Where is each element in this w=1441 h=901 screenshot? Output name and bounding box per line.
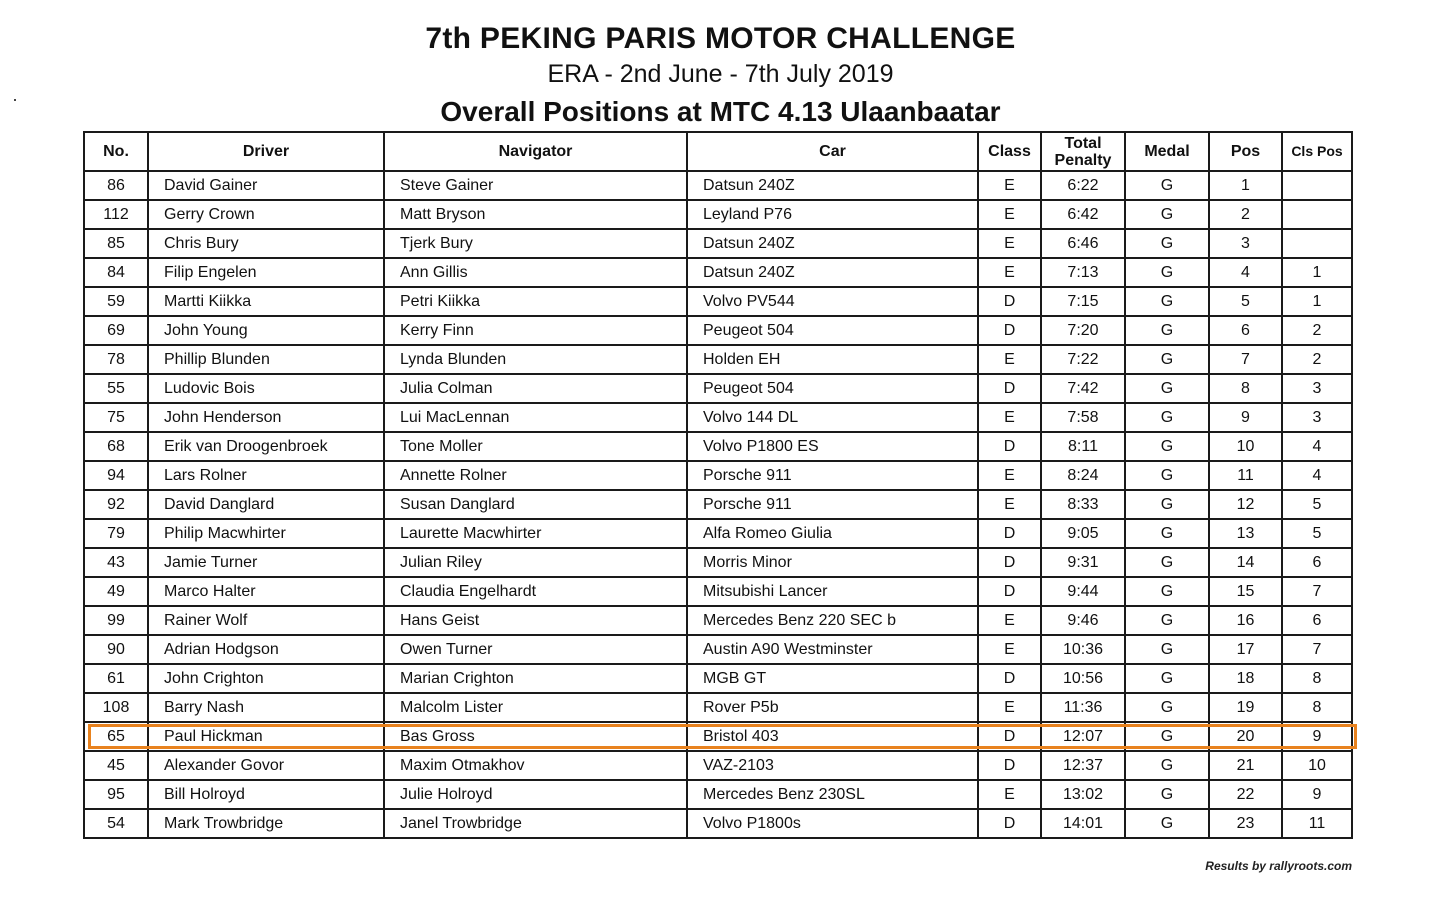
cell-cls-pos: 4: [1282, 461, 1352, 490]
cell-medal: G: [1125, 751, 1209, 780]
cell-medal: G: [1125, 548, 1209, 577]
cell-total-penalty: 10:56: [1041, 664, 1125, 693]
cell-pos: 22: [1209, 780, 1282, 809]
cell-navigator: Tjerk Bury: [384, 229, 687, 258]
cell-class: D: [978, 577, 1041, 606]
cell-class: E: [978, 171, 1041, 200]
cell-navigator: Owen Turner: [384, 635, 687, 664]
cell-class: E: [978, 258, 1041, 287]
cell-no: 94: [84, 461, 148, 490]
cell-class: E: [978, 490, 1041, 519]
cell-no: 59: [84, 287, 148, 316]
col-header-total-penalty: Total Penalty: [1041, 132, 1125, 171]
cell-car: Mercedes Benz 220 SEC b: [687, 606, 978, 635]
cell-pos: 11: [1209, 461, 1282, 490]
cell-total-penalty: 6:22: [1041, 171, 1125, 200]
cell-medal: G: [1125, 664, 1209, 693]
cell-navigator: Julie Holroyd: [384, 780, 687, 809]
cell-class: D: [978, 751, 1041, 780]
cell-car: Bristol 403: [687, 722, 978, 751]
cell-cls-pos: 8: [1282, 664, 1352, 693]
col-header-driver: Driver: [148, 132, 384, 171]
cell-class: D: [978, 374, 1041, 403]
cell-class: E: [978, 780, 1041, 809]
cell-total-penalty: 6:42: [1041, 200, 1125, 229]
cell-pos: 16: [1209, 606, 1282, 635]
col-header-pos: Pos: [1209, 132, 1282, 171]
cell-no: 79: [84, 519, 148, 548]
table-row: [84, 403, 1352, 432]
cell-driver: John Henderson: [148, 403, 384, 432]
cell-driver: David Danglard: [148, 490, 384, 519]
cell-cls-pos: 6: [1282, 548, 1352, 577]
cell-class: D: [978, 722, 1041, 751]
cell-car: Volvo P1800 ES: [687, 432, 978, 461]
cell-medal: G: [1125, 229, 1209, 258]
col-header-cls-pos: Cls Pos: [1282, 132, 1352, 171]
cell-medal: G: [1125, 809, 1209, 838]
cell-car: Volvo P1800s: [687, 809, 978, 838]
table-row: [84, 577, 1352, 606]
cell-cls-pos: 1: [1282, 287, 1352, 316]
table-row: [84, 780, 1352, 809]
cell-driver: Jamie Turner: [148, 548, 384, 577]
cell-total-penalty: 13:02: [1041, 780, 1125, 809]
cell-class: D: [978, 287, 1041, 316]
cell-no: 43: [84, 548, 148, 577]
table-row: [84, 519, 1352, 548]
cell-navigator: Tone Moller: [384, 432, 687, 461]
cell-navigator: Petri Kiikka: [384, 287, 687, 316]
cell-car: Morris Minor: [687, 548, 978, 577]
cell-medal: G: [1125, 316, 1209, 345]
cell-car: Datsun 240Z: [687, 171, 978, 200]
cell-cls-pos: 2: [1282, 316, 1352, 345]
cell-driver: John Young: [148, 316, 384, 345]
cell-car: Porsche 911: [687, 461, 978, 490]
col-header-navigator: Navigator: [384, 132, 687, 171]
table-row: [84, 751, 1352, 780]
cell-driver: Chris Bury: [148, 229, 384, 258]
cell-medal: G: [1125, 577, 1209, 606]
table-row: [84, 461, 1352, 490]
cell-car: Alfa Romeo Giulia: [687, 519, 978, 548]
cell-pos: 4: [1209, 258, 1282, 287]
cell-medal: G: [1125, 200, 1209, 229]
cell-car: Holden EH: [687, 345, 978, 374]
cell-cls-pos: 9: [1282, 722, 1352, 751]
cell-pos: 17: [1209, 635, 1282, 664]
cell-cls-pos: [1282, 171, 1352, 200]
cell-cls-pos: 7: [1282, 635, 1352, 664]
cell-no: 86: [84, 171, 148, 200]
cell-no: 61: [84, 664, 148, 693]
table-body: [84, 171, 1352, 838]
cell-medal: G: [1125, 432, 1209, 461]
cell-medal: G: [1125, 722, 1209, 751]
cell-cls-pos: 3: [1282, 403, 1352, 432]
cell-class: E: [978, 461, 1041, 490]
cell-navigator: Lui MacLennan: [384, 403, 687, 432]
cell-navigator: Bas Gross: [384, 722, 687, 751]
table-row: [84, 432, 1352, 461]
col-header-medal: Medal: [1125, 132, 1209, 171]
cell-car: VAZ-2103: [687, 751, 978, 780]
page-title: 7th PEKING PARIS MOTOR CHALLENGE: [425, 22, 1016, 55]
cell-class: D: [978, 548, 1041, 577]
cell-total-penalty: 7:13: [1041, 258, 1125, 287]
cell-driver: Erik van Droogenbroek: [148, 432, 384, 461]
cell-driver: Paul Hickman: [148, 722, 384, 751]
cell-total-penalty: 7:22: [1041, 345, 1125, 374]
cell-navigator: Matt Bryson: [384, 200, 687, 229]
cell-navigator: Hans Geist: [384, 606, 687, 635]
table-row: [84, 200, 1352, 229]
cell-cls-pos: 5: [1282, 519, 1352, 548]
cell-driver: Barry Nash: [148, 693, 384, 722]
cell-driver: Lars Rolner: [148, 461, 384, 490]
cell-medal: G: [1125, 461, 1209, 490]
cell-total-penalty: 7:58: [1041, 403, 1125, 432]
cell-car: Porsche 911: [687, 490, 978, 519]
cell-pos: 2: [1209, 200, 1282, 229]
cell-class: E: [978, 635, 1041, 664]
cell-total-penalty: 9:31: [1041, 548, 1125, 577]
table-row: [84, 490, 1352, 519]
cell-navigator: Julia Colman: [384, 374, 687, 403]
table-row: [84, 722, 1352, 751]
cell-no: 49: [84, 577, 148, 606]
cell-navigator: Susan Danglard: [384, 490, 687, 519]
cell-class: E: [978, 200, 1041, 229]
cell-medal: G: [1125, 287, 1209, 316]
cell-no: 45: [84, 751, 148, 780]
col-header-class: Class: [978, 132, 1041, 171]
header-row: [84, 132, 1352, 171]
cell-pos: 14: [1209, 548, 1282, 577]
cell-total-penalty: 7:20: [1041, 316, 1125, 345]
table-header: [84, 132, 1352, 171]
cell-pos: 5: [1209, 287, 1282, 316]
cell-driver: Adrian Hodgson: [148, 635, 384, 664]
cell-navigator: Laurette Macwhirter: [384, 519, 687, 548]
cell-driver: Filip Engelen: [148, 258, 384, 287]
cell-car: Volvo 144 DL: [687, 403, 978, 432]
cell-no: 78: [84, 345, 148, 374]
cell-total-penalty: 7:15: [1041, 287, 1125, 316]
cell-total-penalty: 8:33: [1041, 490, 1125, 519]
cell-cls-pos: 2: [1282, 345, 1352, 374]
cell-car: Mitsubishi Lancer: [687, 577, 978, 606]
cell-car: Austin A90 Westminster: [687, 635, 978, 664]
cell-navigator: Annette Rolner: [384, 461, 687, 490]
cell-pos: 20: [1209, 722, 1282, 751]
cell-total-penalty: 12:37: [1041, 751, 1125, 780]
table-row: [84, 693, 1352, 722]
cell-medal: G: [1125, 171, 1209, 200]
table-row: [84, 809, 1352, 838]
cell-pos: 1: [1209, 171, 1282, 200]
cell-pos: 18: [1209, 664, 1282, 693]
cell-no: 95: [84, 780, 148, 809]
cell-pos: 10: [1209, 432, 1282, 461]
cell-car: Volvo PV544: [687, 287, 978, 316]
cell-car: Peugeot 504: [687, 374, 978, 403]
cell-class: D: [978, 519, 1041, 548]
table-row: [84, 664, 1352, 693]
cell-navigator: Malcolm Lister: [384, 693, 687, 722]
table-row: [84, 635, 1352, 664]
cell-class: E: [978, 229, 1041, 258]
cell-total-penalty: 8:24: [1041, 461, 1125, 490]
cell-navigator: Janel Trowbridge: [384, 809, 687, 838]
cell-cls-pos: 10: [1282, 751, 1352, 780]
cell-total-penalty: 8:11: [1041, 432, 1125, 461]
cell-no: 90: [84, 635, 148, 664]
cell-class: E: [978, 345, 1041, 374]
cell-pos: 9: [1209, 403, 1282, 432]
cell-total-penalty: 6:46: [1041, 229, 1125, 258]
cell-cls-pos: 3: [1282, 374, 1352, 403]
cell-cls-pos: 4: [1282, 432, 1352, 461]
cell-car: Mercedes Benz 230SL: [687, 780, 978, 809]
cell-medal: G: [1125, 606, 1209, 635]
cell-total-penalty: 12:07: [1041, 722, 1125, 751]
cell-car: Datsun 240Z: [687, 229, 978, 258]
cell-medal: G: [1125, 490, 1209, 519]
cell-medal: G: [1125, 258, 1209, 287]
table-row: [84, 171, 1352, 200]
cell-cls-pos: 11: [1282, 809, 1352, 838]
cell-total-penalty: 9:05: [1041, 519, 1125, 548]
table-row: [84, 548, 1352, 577]
cell-pos: 8: [1209, 374, 1282, 403]
cell-car: Rover P5b: [687, 693, 978, 722]
cell-no: 54: [84, 809, 148, 838]
cell-total-penalty: 10:36: [1041, 635, 1125, 664]
results-table: [83, 131, 1353, 839]
table-row: [84, 606, 1352, 635]
cell-cls-pos: 9: [1282, 780, 1352, 809]
cell-driver: Martti Kiikka: [148, 287, 384, 316]
table-row: [84, 316, 1352, 345]
cell-cls-pos: 5: [1282, 490, 1352, 519]
cell-class: E: [978, 693, 1041, 722]
col-header-no: No.: [84, 132, 148, 171]
cell-pos: 15: [1209, 577, 1282, 606]
cell-pos: 23: [1209, 809, 1282, 838]
cell-pos: 3: [1209, 229, 1282, 258]
cell-navigator: Marian Crighton: [384, 664, 687, 693]
cell-total-penalty: 11:36: [1041, 693, 1125, 722]
cell-class: D: [978, 316, 1041, 345]
cell-navigator: Julian Riley: [384, 548, 687, 577]
cell-class: D: [978, 809, 1041, 838]
scan-speck: [14, 99, 16, 101]
cell-cls-pos: [1282, 229, 1352, 258]
cell-driver: David Gainer: [148, 171, 384, 200]
results-credit: Results by rallyroots.com: [1205, 859, 1352, 873]
table-row: [84, 258, 1352, 287]
cell-cls-pos: 7: [1282, 577, 1352, 606]
cell-total-penalty: 9:44: [1041, 577, 1125, 606]
cell-no: 85: [84, 229, 148, 258]
cell-pos: 12: [1209, 490, 1282, 519]
cell-car: Datsun 240Z: [687, 258, 978, 287]
cell-class: E: [978, 606, 1041, 635]
col-header-car: Car: [687, 132, 978, 171]
cell-medal: G: [1125, 374, 1209, 403]
cell-car: Leyland P76: [687, 200, 978, 229]
cell-driver: Alexander Govor: [148, 751, 384, 780]
cell-medal: G: [1125, 635, 1209, 664]
table-row: [84, 287, 1352, 316]
table-row: [84, 345, 1352, 374]
cell-no: 84: [84, 258, 148, 287]
cell-medal: G: [1125, 519, 1209, 548]
cell-no: 75: [84, 403, 148, 432]
cell-medal: G: [1125, 345, 1209, 374]
cell-no: 68: [84, 432, 148, 461]
cell-pos: 13: [1209, 519, 1282, 548]
cell-class: D: [978, 432, 1041, 461]
cell-no: 65: [84, 722, 148, 751]
cell-navigator: Maxim Otmakhov: [384, 751, 687, 780]
cell-navigator: Lynda Blunden: [384, 345, 687, 374]
cell-cls-pos: 8: [1282, 693, 1352, 722]
cell-cls-pos: 6: [1282, 606, 1352, 635]
cell-driver: Mark Trowbridge: [148, 809, 384, 838]
table-row: [84, 229, 1352, 258]
cell-total-penalty: 9:46: [1041, 606, 1125, 635]
cell-medal: G: [1125, 780, 1209, 809]
cell-medal: G: [1125, 693, 1209, 722]
cell-driver: Phillip Blunden: [148, 345, 384, 374]
cell-no: 55: [84, 374, 148, 403]
cell-driver: Ludovic Bois: [148, 374, 384, 403]
cell-navigator: Steve Gainer: [384, 171, 687, 200]
cell-cls-pos: 1: [1282, 258, 1352, 287]
results-heading: Overall Positions at MTC 4.13 Ulaanbaatar: [440, 96, 1001, 127]
cell-driver: Gerry Crown: [148, 200, 384, 229]
cell-no: 92: [84, 490, 148, 519]
cell-driver: Rainer Wolf: [148, 606, 384, 635]
event-dates-subtitle: ERA - 2nd June - 7th July 2019: [547, 60, 894, 88]
cell-no: 112: [84, 200, 148, 229]
cell-driver: Bill Holroyd: [148, 780, 384, 809]
cell-no: 99: [84, 606, 148, 635]
cell-total-penalty: 14:01: [1041, 809, 1125, 838]
cell-pos: 19: [1209, 693, 1282, 722]
cell-navigator: Kerry Finn: [384, 316, 687, 345]
cell-class: D: [978, 664, 1041, 693]
cell-total-penalty: 7:42: [1041, 374, 1125, 403]
cell-no: 69: [84, 316, 148, 345]
cell-pos: 21: [1209, 751, 1282, 780]
cell-cls-pos: [1282, 200, 1352, 229]
cell-pos: 6: [1209, 316, 1282, 345]
cell-no: 108: [84, 693, 148, 722]
cell-navigator: Ann Gillis: [384, 258, 687, 287]
cell-driver: Philip Macwhirter: [148, 519, 384, 548]
cell-pos: 7: [1209, 345, 1282, 374]
cell-car: MGB GT: [687, 664, 978, 693]
cell-driver: Marco Halter: [148, 577, 384, 606]
cell-car: Peugeot 504: [687, 316, 978, 345]
table-row: [84, 374, 1352, 403]
cell-class: E: [978, 403, 1041, 432]
cell-navigator: Claudia Engelhardt: [384, 577, 687, 606]
cell-medal: G: [1125, 403, 1209, 432]
cell-driver: John Crighton: [148, 664, 384, 693]
